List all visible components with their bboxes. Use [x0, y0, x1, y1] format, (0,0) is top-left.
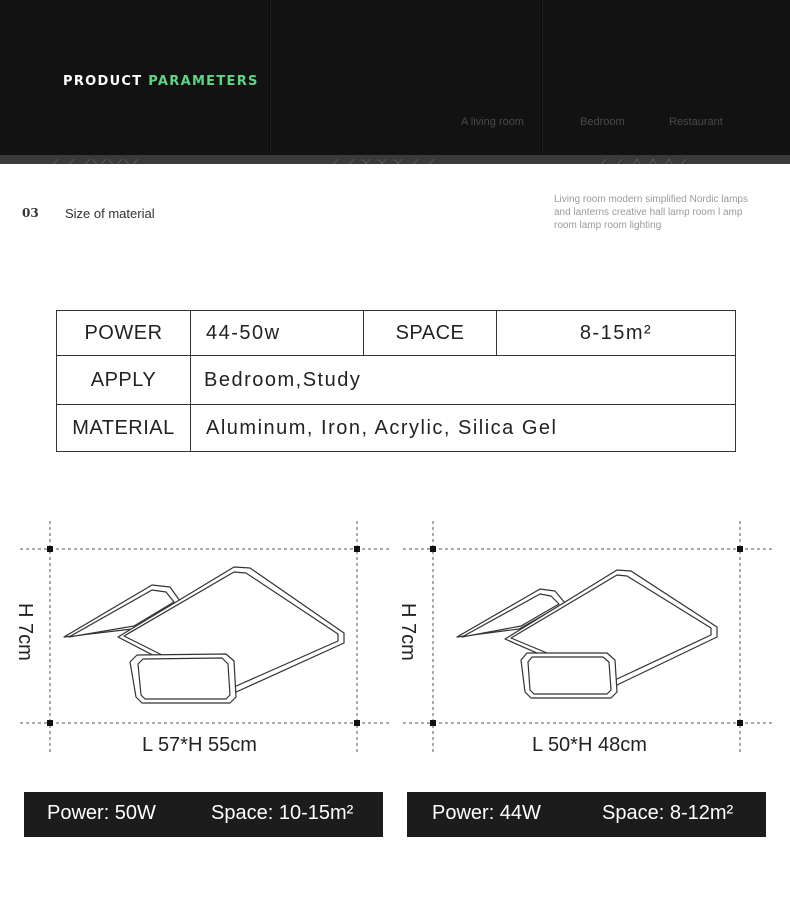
space-spec: Space: 10-15m² [211, 802, 354, 824]
space-label: SPACE [395, 321, 465, 344]
apply-value: Bedroom,Study [204, 368, 362, 391]
apply-label: APPLY [90, 368, 157, 391]
product-diagram-large [12, 515, 382, 760]
header-banner [0, 0, 790, 155]
room-label-living: A living room [461, 116, 524, 128]
section-number: 03 [22, 206, 39, 220]
product-diagram-small [395, 515, 765, 760]
spec-table [56, 310, 736, 452]
lamp-dimension-drawing [395, 515, 773, 760]
room-label-restaurant: Restaurant [669, 116, 723, 128]
page-title [63, 74, 259, 89]
power-label: POWER [84, 321, 163, 344]
product-spec-bar [24, 792, 383, 837]
title-main: PRODUCT [63, 74, 143, 89]
product-spec-bar [407, 792, 766, 837]
section-title: Size of material [65, 206, 155, 221]
room-label-bedroom: Bedroom [580, 116, 625, 128]
power-spec: Power: 44W [432, 802, 541, 824]
decorative-stripe [0, 155, 790, 164]
title-accent: PARAMETERS [148, 74, 259, 89]
height-label: H 7cm [397, 603, 419, 661]
table-divider [190, 311, 191, 451]
material-value: Aluminum, Iron, Acrylic, Silica Gel [206, 416, 558, 439]
material-label: MATERIAL [72, 416, 175, 439]
banner-divider [269, 0, 271, 155]
power-spec: Power: 50W [47, 802, 156, 824]
space-value: 8-15m² [579, 321, 653, 344]
lamp-dimension-drawing [12, 515, 390, 760]
power-value: 44-50w [206, 321, 281, 344]
dimensions-label: L 50*H 48cm [532, 734, 647, 756]
banner-divider [541, 0, 543, 155]
height-label: H 7cm [14, 603, 36, 661]
section-description: Living room modern simplified Nordic lamps and lanterns creative hall lamp room l amp room lamp room lighting [554, 194, 748, 231]
dimensions-label: L 57*H 55cm [142, 734, 257, 756]
space-spec: Space: 8-12m² [602, 802, 734, 824]
